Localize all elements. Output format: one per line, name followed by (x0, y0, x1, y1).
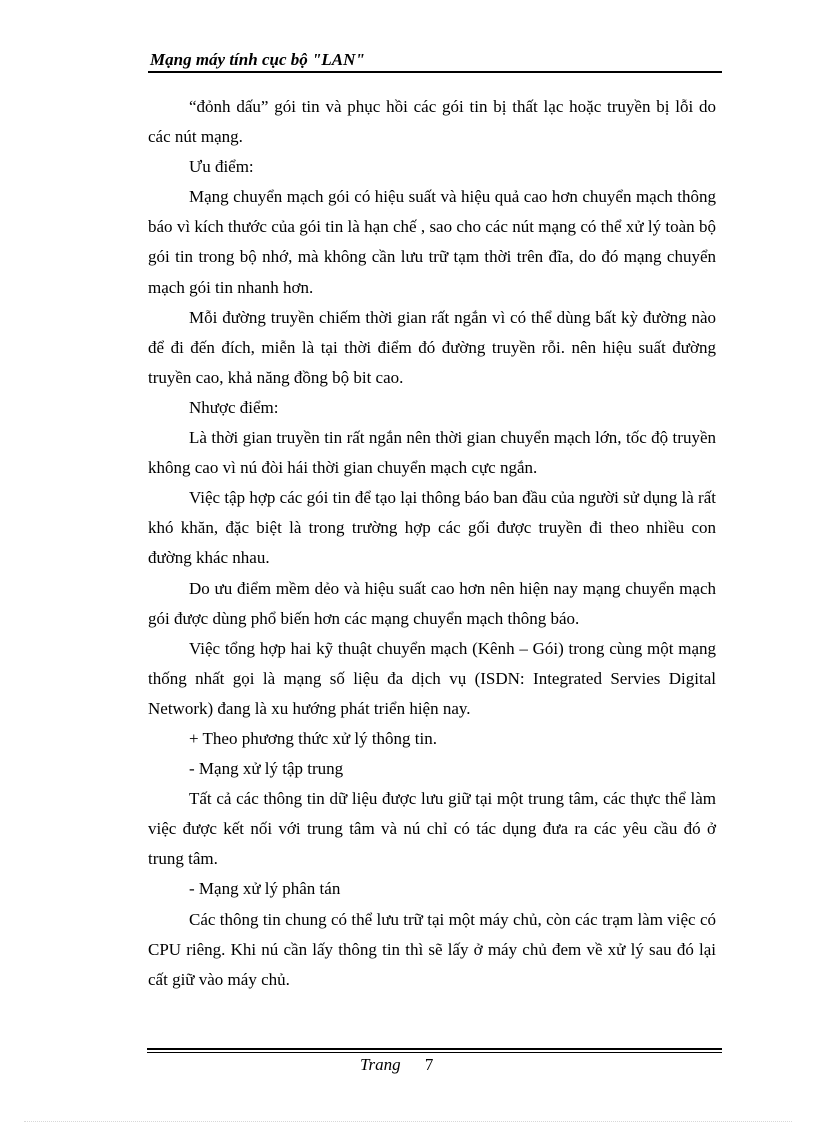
paragraph: Các thông tin chung có thể lưu trữ tại một máy chủ, còn các trạm làm việc có CPU riêng. Khi nú cần lấy thông tin thì sẽ lấy ở máy chủ đem về xử lý sau đó lại cất giữ vào máy chủ. (148, 909, 716, 989)
page-header (148, 48, 722, 74)
paragraph: Ưu điểm: (189, 157, 254, 177)
paragraph: - Mạng xử lý tập trung (189, 759, 344, 779)
document-body (148, 92, 716, 995)
paragraph: Tất cả các thông tin dữ liệu được lưu giữ tại một trung tâm, các thực thể làm việc được kết nối với trung tâm và nú chỉ có tác dụng đưa ra các yêu cầu đó ở trung tâm. (148, 789, 716, 869)
page-bottom-border (24, 1121, 792, 1122)
paragraph: Mạng chuyển mạch gói có hiệu suất và hiệu quả cao hơn chuyển mạch thông báo vì kích thước của gói tin là hạn chế , sao cho các nút mạng có thể xử lý toàn bộ gói tin trong bộ nhớ, mà không cần lưu trữ tạm thời trên đĩa, do đó mạng chuyển mạch gói tin nhanh hơn. (148, 187, 716, 297)
paragraph: Do ưu điểm mềm dẻo và hiệu suất cao hơn nên hiện nay mạng chuyển mạch gói được dùng phổ biến hơn các mạng chuyển mạch thông báo. (148, 578, 716, 628)
paragraph: Việc tập hợp các gói tin để tạo lại thông báo ban đầu của người sử dụng là rất khó khăn, đặc biệt là trong trường hợp các gối được truyền đi theo nhiều con đường khác nhau. (148, 488, 716, 568)
paragraph: “đỏnh dấu” gói tin và phục hồi các gói tin bị thất lạc hoặc truyền bị lỗi do các nút mạng. (148, 97, 716, 147)
footer-rule-thin (147, 1052, 722, 1053)
header-title: Mạng máy tính cục bộ "LAN" (150, 50, 365, 69)
footer-label: Trang (360, 1055, 401, 1074)
paragraph: + Theo phương thức xử lý thông tin. (189, 728, 438, 748)
paragraph: Việc tổng hợp hai kỹ thuật chuyển mạch (Kênh – Gói) trong cùng một mạng thống nhất gọi là mạng số liệu đa dịch vụ (ISDN: Integrated Servies Digital Network) đang là xu hướng phát triển hiện nay. (148, 638, 716, 718)
paragraph: Nhược điểm: (189, 397, 279, 417)
paragraph: Mỗi đường truyền chiếm thời gian rất ngắn vì có thể dùng bất kỳ đường nào để đi đến đích, miễn là tại thời điểm đó đường truyền rỗi. nên hiệu suất đường truyền cao, khả năng đồng bộ bit cao. (148, 307, 716, 387)
footer-rule (147, 1048, 722, 1050)
page-footer (360, 1055, 480, 1079)
page-number: 7 (424, 1055, 434, 1074)
header-rule (148, 71, 722, 73)
paragraph: - Mạng xử lý phân tán (189, 879, 341, 899)
paragraph: Là thời gian truyền tin rất ngắn nên thời gian chuyển mạch lớn, tốc độ truyền không cao vì nú đòi hái thời gian chuyển mạch cực ngắn. (148, 428, 716, 478)
